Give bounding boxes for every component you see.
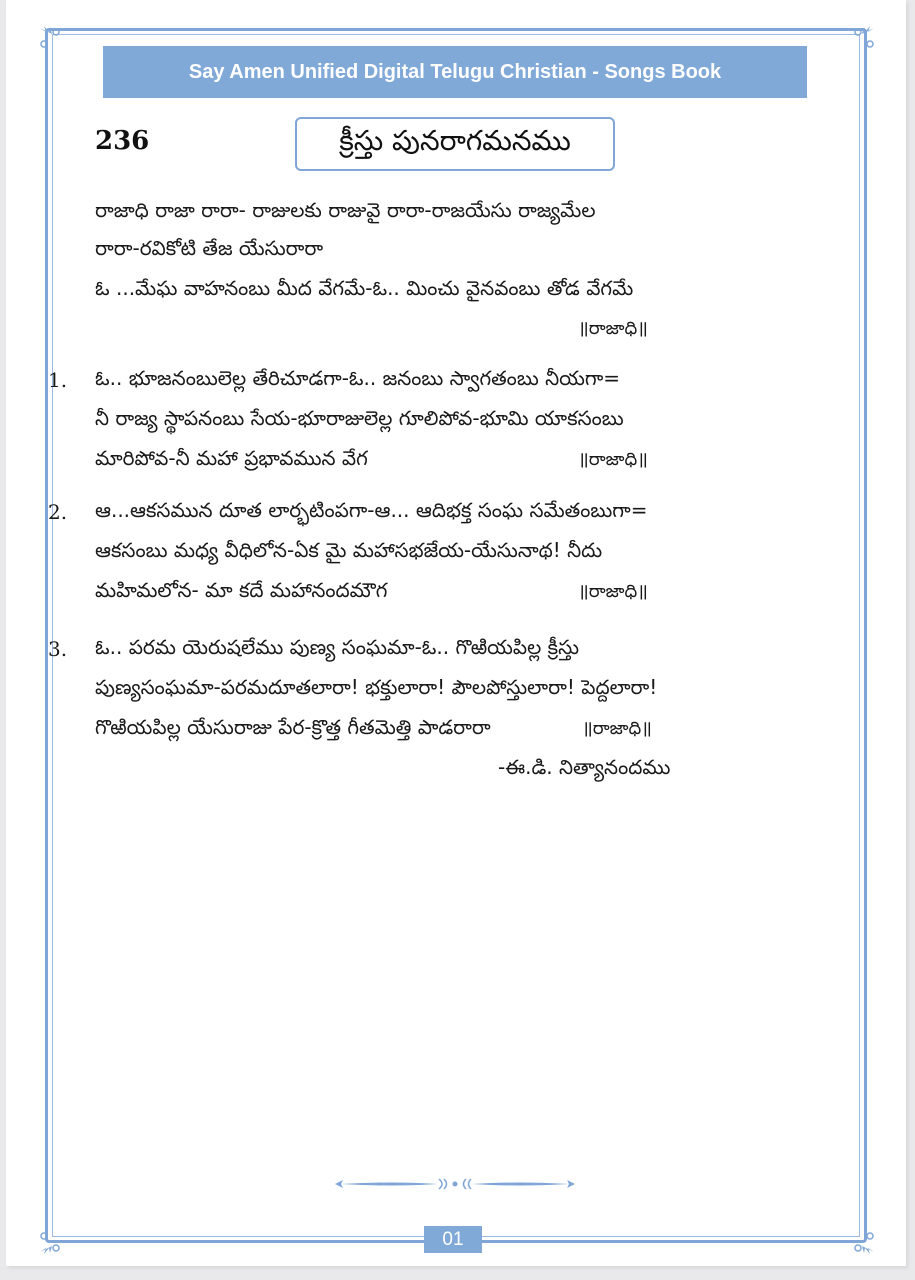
page-number: 01 [424, 1226, 482, 1253]
verse-line: పుణ్యసంఘమా-పరమదూతలారా! భక్తులారా! పౌలపోస్తులారా! పెద్దలారా! [95, 675, 658, 699]
verse-line: ఓ.. భూజనంబులెల్ల తేరిచూడగా-ఓ.. జనంబు స్వాగతంబు నీయగా= [95, 366, 621, 390]
corner-flourish-icon [36, 1226, 66, 1256]
chorus-line: ఓ ...మేఘ వాహనంబు మీద వేగమే-ఓ.. మించు వైనవంబు తోడ వేగమే [95, 276, 634, 300]
chorus-line: రాజాధి రాజా రారా- రాజులకు రాజువై రారా-రాజయేసు రాజ్యమేల [95, 198, 596, 222]
song-title: క్రీస్తు పునరాగమనము [295, 117, 615, 171]
verse-line: ఓ.. పరమ యెరుషలేము పుణ్య సంఘమా-ఓ.. గొఱియపిల్ల క్రీస్తు [95, 635, 580, 659]
verse-line: మహిమలోన- మా కదే మహానందమౌగ [95, 578, 388, 602]
corner-flourish-icon [848, 1226, 878, 1256]
verse-number: 2. [48, 500, 68, 524]
song-author: -ఈ.డి. నిత్యానందము [498, 755, 671, 779]
refrain-marker: ॥రాజాధి॥ [582, 718, 652, 739]
divider-ornament-icon [333, 1175, 577, 1193]
verse-number: 3. [48, 637, 68, 661]
corner-flourish-icon [36, 24, 66, 54]
verse-line: మారిపోవ-నీ మహా ప్రభావమున వేగ [95, 446, 368, 470]
refrain-marker: ॥రాజాధి॥ [578, 581, 648, 602]
verse-line: గొఱియపిల్ల యేసురాజు పేర-క్రొత్త గీతమెత్తి పాడరారా [95, 715, 491, 739]
refrain-marker: ॥రాజాధి॥ [578, 318, 648, 339]
verse-number: 1. [48, 368, 68, 392]
verse-line: ఆ...ఆకసమున దూత లార్భటింపగా-ఆ... ఆదిభక్త సంఘ సమేతంబుగా= [95, 498, 648, 522]
book-title-banner: Say Amen Unified Digital Telugu Christian - Songs Book [103, 46, 807, 98]
verse-line: ఆకసంబు మధ్య వీధిలోన-ఏక మై మహాసభజేయ-యేసునాథ! నీదు [95, 538, 603, 562]
corner-flourish-icon [848, 24, 878, 54]
refrain-marker: ॥రాజాధి॥ [578, 449, 648, 470]
chorus-line: రారా-రవికోటి తేజ యేసురారా [95, 236, 324, 260]
verse-line: నీ రాజ్య స్థాపనంబు సేయ-భూరాజులెల్ల గూలిపోవ-భూమి యాకసంబు [95, 406, 624, 430]
song-number: 236 [95, 126, 150, 156]
